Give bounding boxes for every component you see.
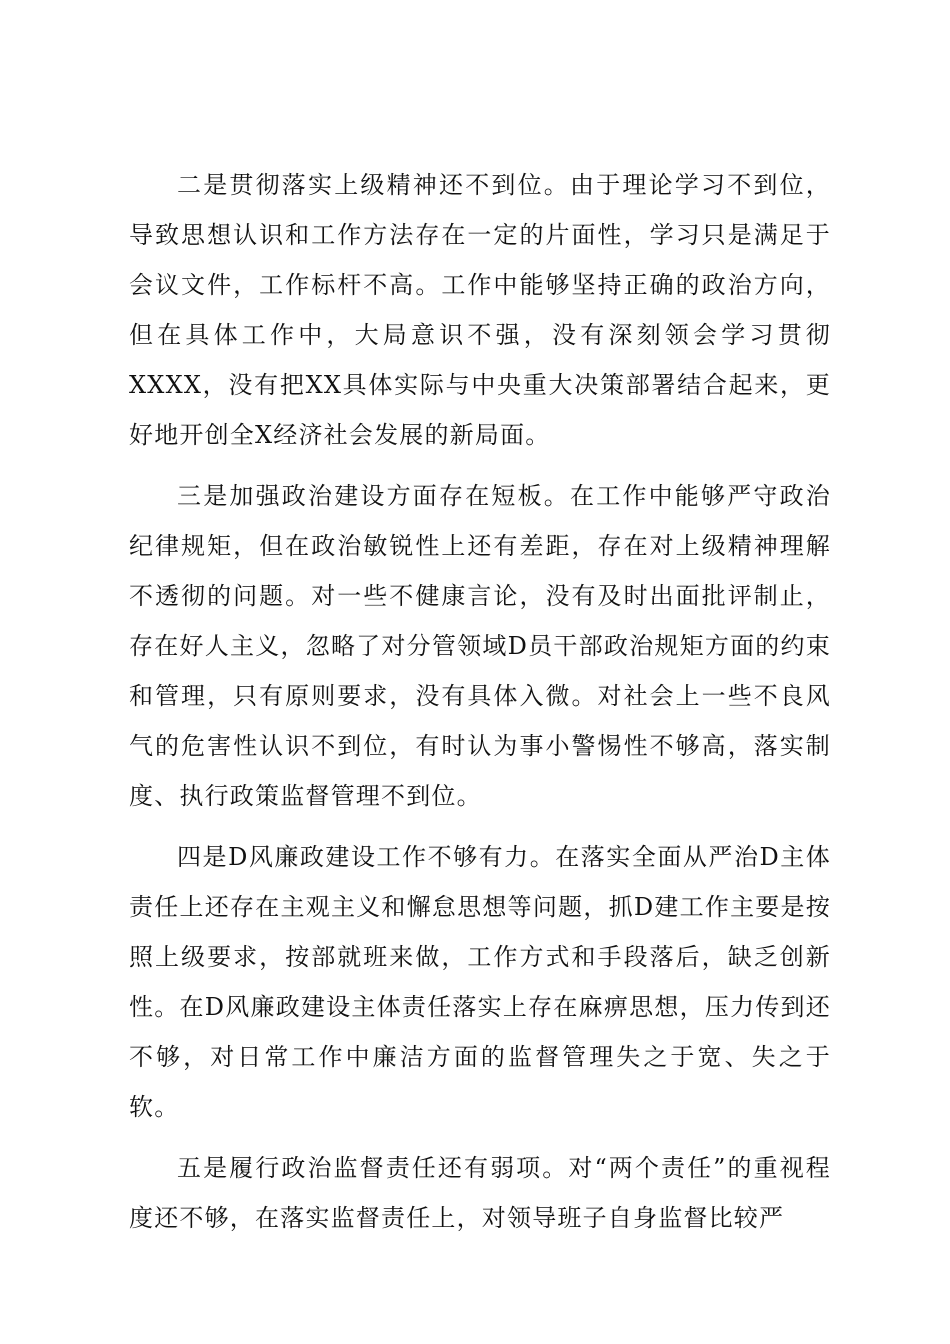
paragraph-4: 四是D风廉政建设工作不够有力。在落实全面从严治D主体责任上还存在主观主义和懈怠思想等问题，抓D建工作主要是按照上级要求，按部就班来做，工作方式和手段落后，缺乏创新性。在D风廉政建设主体责任落实上存在麻痹思想，压力传到还不够，对日常工作中廉洁方面的监督管理失之于宽、失之于软。 [129, 843, 831, 1121]
paragraph-2: 二是贯彻落实上级精神还不到位。由于理论学习不到位，导致思想认识和工作方法存在一定的片面性，学习只是满足于会议文件，工作标杆不高。工作中能够坚持正确的政治方向，但在具体工作中，大局意识不强，没有深刻领会学习贯彻XXXX，没有把XX具体实际与中央重大决策部署结合起来，更好地开创全X经济社会发展的新局面。 [129, 171, 831, 449]
document-body [129, 160, 831, 1254]
paragraph-5: 五是履行政治监督责任还有弱项。对“两个责任”的重视程度还不够，在落实监督责任上，对领导班子自身监督比较严 [129, 1154, 831, 1232]
paragraph-3: 三是加强政治建设方面存在短板。在工作中能够严守政治纪律规矩，但在政治敏锐性上还有差距，存在对上级精神理解不透彻的问题。对一些不健康言论，没有及时出面批评制止，存在好人主义，忽略了对分管领域D员干部政治规矩方面的约束和管理，只有原则要求，没有具体入微。对社会上一些不良风气的危害性认识不到位，有时认为事小警惕性不够高，落实制度、执行政策监督管理不到位。 [129, 482, 831, 810]
